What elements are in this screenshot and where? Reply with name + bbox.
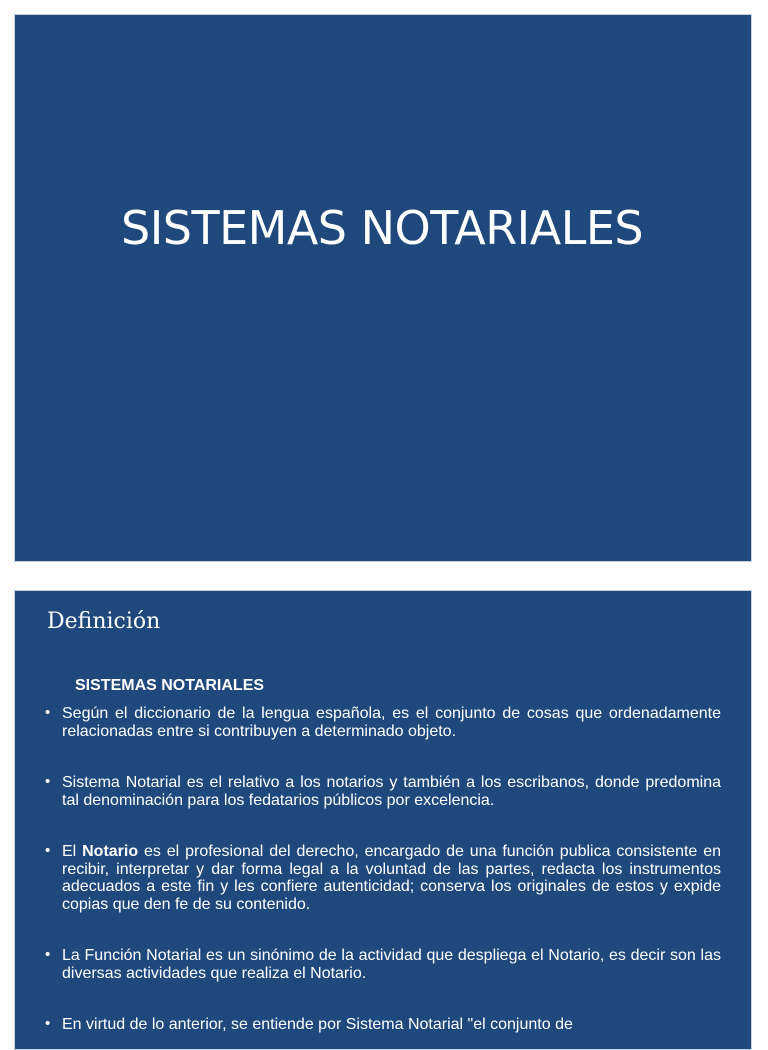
bullet-item bbox=[45, 947, 721, 982]
bullet-text: Según el diccionario de la lengua española, es el conjunto de cosas que ordenadamente relacionadas entre si contribuyen a determinado objeto. bbox=[62, 705, 721, 740]
bullet-item bbox=[45, 774, 721, 809]
slide-subheading: SISTEMAS NOTARIALES bbox=[75, 677, 265, 694]
title-slide bbox=[14, 14, 752, 562]
bullet-text: La Función Notarial es un sinónimo de la actividad que despliega el Notario, es decir son las diversas actividades que realiza el Notario. bbox=[62, 947, 721, 982]
slide-heading: Definición bbox=[47, 609, 161, 634]
bullet-text-bold: Notario bbox=[82, 843, 139, 860]
bullet-list bbox=[45, 705, 721, 1050]
bullet-item bbox=[45, 1016, 721, 1034]
bullet-text: En virtud de lo anterior, se entiende por Sistema Notarial "el conjunto de bbox=[62, 1016, 573, 1033]
slide-title: SISTEMAS NOTARIALES bbox=[121, 201, 644, 255]
bullet-icon: • bbox=[45, 1015, 51, 1032]
bullet-text-pre: El bbox=[62, 843, 83, 860]
bullet-icon: • bbox=[45, 946, 51, 963]
bullet-icon: • bbox=[45, 704, 51, 721]
bullet-icon: • bbox=[45, 773, 51, 790]
definition-slide bbox=[14, 590, 752, 1050]
bullet-text-post: es el profesional del derecho, encargado de una función publica consistente en recibir, interpretar y dar forma legal a la voluntad de las partes, redacta los instrumentos adecuados a este fin y les confiere autenticidad; conserva los originales de estos y expide copias que den fe de su contenido. bbox=[62, 843, 721, 913]
bullet-icon: • bbox=[45, 842, 51, 859]
bullet-item bbox=[45, 705, 721, 740]
bullet-text: Sistema Notarial es el relativo a los notarios y también a los escribanos, donde predomina tal denominación para los fedatarios públicos por excelencia. bbox=[62, 774, 721, 809]
bullet-item bbox=[45, 843, 721, 913]
